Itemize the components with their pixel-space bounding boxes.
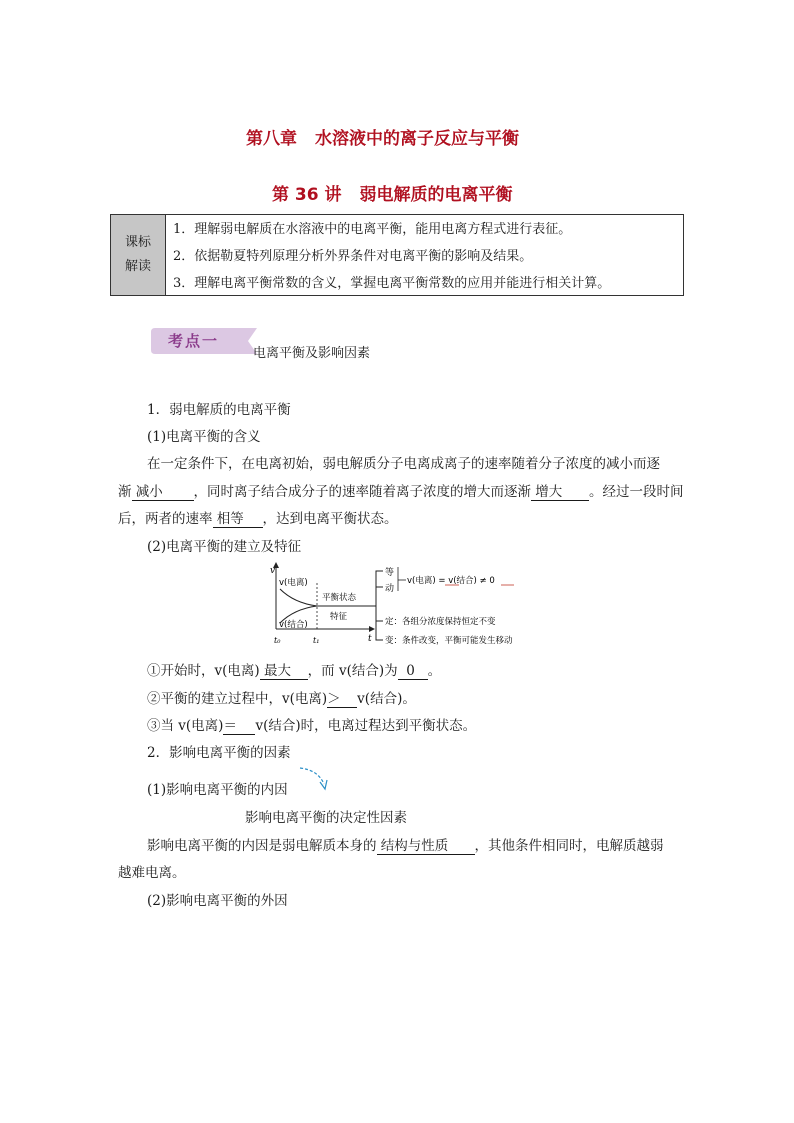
feature-ding: 定：各组分浓度保持恒定不变: [385, 617, 496, 627]
curve-label-recombination: v(结合): [279, 620, 308, 630]
lesson-title: [272, 180, 513, 205]
paragraph-line-1: 在一定条件下，在电离初始，弱电解质分子电离成离子的速率随着分子浓度的减小而逐: [147, 456, 660, 472]
curved-arrow-icon: [296, 764, 332, 794]
text: ②平衡的建立过程中，v(电离): [147, 691, 328, 707]
section1-sub2: (2)电离平衡的建立及特征: [147, 539, 302, 555]
answer-blank: [223, 718, 255, 735]
equilibrium-diagram: [262, 561, 562, 649]
feature-deng: 等: [385, 568, 395, 578]
text: ，其他条件相同时，电解质越弱: [474, 838, 664, 854]
paragraph-line-2: [118, 480, 684, 501]
section2-sub2: (2)影响电离平衡的外因: [147, 893, 288, 909]
answer-blank: [531, 484, 589, 501]
point-1: [147, 659, 441, 680]
standards-header-line1: 课标: [124, 235, 151, 250]
standards-header: [111, 215, 166, 295]
answer-blank: [260, 663, 308, 680]
paragraph-factor-line-1: [147, 834, 664, 855]
answer-text: 最大: [263, 663, 291, 679]
equilibrium-state-label: 平衡状态: [322, 593, 357, 603]
annotation-note: 影响电离平衡的决定性因素: [245, 810, 407, 826]
text: 影响电离平衡的内因是弱电解质本身的: [147, 838, 377, 854]
standards-table: [110, 214, 684, 296]
text: ，同时离子结合成分子的速率随着离子浓度的增大而逐渐: [193, 484, 531, 500]
text: ，而 v(结合)为: [307, 663, 398, 679]
text: ③当 v(电离): [147, 718, 224, 734]
text: ①开始时，v(电离): [147, 663, 260, 679]
standards-item-1: 1．理解弱电解质在水溶液中的电离平衡，能用电离方程式进行表征。: [173, 222, 572, 237]
section2-sub1: (1)影响电离平衡的内因: [147, 782, 288, 798]
answer-blank: [213, 511, 263, 528]
answer-blank: [132, 484, 194, 501]
text: v(结合)。: [357, 691, 416, 707]
lesson-number: 第 36 讲: [272, 185, 342, 205]
answer-text: 减小: [135, 484, 163, 500]
deng-dong-statement: v(电离) = v(结合) ≠ 0: [407, 576, 495, 586]
point-3: [147, 714, 476, 735]
feature-dong: 动: [385, 584, 395, 594]
paragraph-line-3: [118, 507, 398, 528]
t0-label: t₀: [274, 636, 281, 645]
answer-blank: [327, 691, 357, 708]
lesson-name: 弱电解质的电离平衡: [359, 185, 513, 205]
answer-text: ＞: [327, 691, 341, 707]
point-2: [147, 687, 416, 708]
answer-text: ＝: [223, 718, 237, 734]
section-badge-label: 考点一: [168, 332, 220, 350]
chapter-name: 水溶液中的离子反应与平衡: [315, 129, 519, 149]
text: ，达到电离平衡状态。: [262, 511, 398, 527]
section2-heading: 2．影响电离平衡的因素: [147, 745, 291, 761]
section-title: 电离平衡及影响因素: [253, 346, 371, 361]
answer-blank: [377, 838, 475, 855]
paragraph-factor-line-2: 越难电离。: [118, 865, 186, 881]
feature-label: 特征: [330, 612, 348, 622]
text: 。: [427, 663, 442, 679]
standards-item-3: 3．理解电离平衡常数的含义，掌握电离平衡常数的应用并能进行相关计算。: [173, 276, 611, 291]
chapter-title: [246, 124, 519, 149]
t-axis-label: t: [368, 634, 372, 644]
text: 渐: [118, 484, 132, 500]
v-axis-label: v: [270, 566, 276, 576]
answer-text: 0: [406, 663, 415, 679]
section1-heading: 1．弱电解质的电离平衡: [147, 402, 291, 418]
answer-text: 相等: [216, 511, 244, 527]
answer-blank: [398, 663, 428, 680]
feature-bracket: [376, 571, 383, 640]
chapter-number: 第八章: [246, 129, 297, 149]
text: v(结合)时，电离过程达到平衡状态。: [255, 718, 477, 734]
text: 。经过一段时间: [589, 484, 684, 500]
curve-label-ionization: v(电离): [279, 578, 308, 588]
t1-label: t₁: [313, 636, 320, 645]
section1-sub1: (1)电离平衡的含义: [147, 429, 261, 445]
answer-text: 结构与性质: [380, 838, 449, 854]
feature-bian: 变：条件改变，平衡可能发生移动: [385, 636, 513, 646]
standards-item-2: 2．依据勒夏特列原理分析外界条件对电离平衡的影响及结果。: [173, 249, 533, 264]
text: 后，两者的速率: [118, 511, 213, 527]
standards-header-line2: 解读: [124, 259, 151, 274]
answer-text: 增大: [535, 484, 563, 500]
